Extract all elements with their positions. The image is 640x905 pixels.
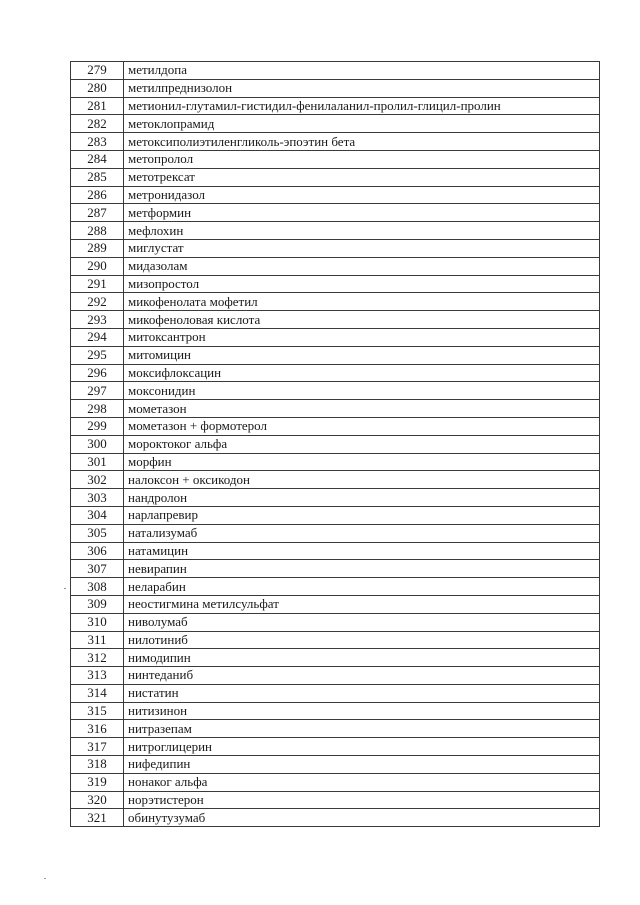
drug-name: моксонидин: [124, 382, 600, 400]
drug-list-body: [71, 62, 600, 827]
drug-name: мефлохин: [124, 222, 600, 240]
table-row: [71, 773, 600, 791]
table-row: [71, 720, 600, 738]
drug-name: мометазон + формотерол: [124, 417, 600, 435]
row-number: 307: [71, 560, 124, 578]
table-row: [71, 382, 600, 400]
drug-name: микофеноловая кислота: [124, 311, 600, 329]
drug-name: неостигмина метилсульфат: [124, 595, 600, 613]
drug-name: обинутузумаб: [124, 809, 600, 827]
row-number: 280: [71, 79, 124, 97]
table-row: [71, 649, 600, 667]
row-number: 312: [71, 649, 124, 667]
row-number: 305: [71, 524, 124, 542]
table-row: [71, 684, 600, 702]
row-number: 303: [71, 489, 124, 507]
table-row: [71, 311, 600, 329]
table-row: [71, 489, 600, 507]
drug-name: морфин: [124, 453, 600, 471]
row-number: 290: [71, 257, 124, 275]
row-number: 295: [71, 346, 124, 364]
row-number: 315: [71, 702, 124, 720]
drug-name: метотрексат: [124, 168, 600, 186]
drug-name: нифедипин: [124, 756, 600, 774]
row-number: 292: [71, 293, 124, 311]
drug-name: мизопростол: [124, 275, 600, 293]
row-number: 298: [71, 400, 124, 418]
table-row: [71, 115, 600, 133]
table-row: [71, 257, 600, 275]
drug-name: метоклопрамид: [124, 115, 600, 133]
row-number: 321: [71, 809, 124, 827]
drug-name: неларабин: [124, 578, 600, 596]
table-row: [71, 400, 600, 418]
row-number: 306: [71, 542, 124, 560]
table-row: [71, 578, 600, 596]
row-number: 302: [71, 471, 124, 489]
row-number: 282: [71, 115, 124, 133]
table-row: [71, 417, 600, 435]
row-number: 297: [71, 382, 124, 400]
row-number: 300: [71, 435, 124, 453]
table-row: [71, 133, 600, 151]
drug-name: метопролол: [124, 150, 600, 168]
row-number: 294: [71, 328, 124, 346]
drug-list-table: [70, 61, 600, 827]
table-row: [71, 595, 600, 613]
row-number: 291: [71, 275, 124, 293]
table-row: [71, 435, 600, 453]
drug-name: налоксон + оксикодон: [124, 471, 600, 489]
row-number: 301: [71, 453, 124, 471]
row-number: 310: [71, 613, 124, 631]
table-row: [71, 524, 600, 542]
table-row: [71, 756, 600, 774]
drug-name: нарлапревир: [124, 506, 600, 524]
table-row: [71, 453, 600, 471]
table-row: [71, 560, 600, 578]
drug-name: норэтистерон: [124, 791, 600, 809]
row-number: 317: [71, 738, 124, 756]
table-row: [71, 791, 600, 809]
drug-name: моксифлоксацин: [124, 364, 600, 382]
table-row: [71, 293, 600, 311]
table-row: [71, 542, 600, 560]
drug-name: микофенолата мофетил: [124, 293, 600, 311]
row-number: 311: [71, 631, 124, 649]
drug-name: нитроглицерин: [124, 738, 600, 756]
drug-name: метионил-глутамил-гистидил-фенилаланил-пролил-глицил-пролин: [124, 97, 600, 115]
drug-name: митоксантрон: [124, 328, 600, 346]
row-number: 288: [71, 222, 124, 240]
table-row: [71, 275, 600, 293]
row-number: 284: [71, 150, 124, 168]
drug-name: нимодипин: [124, 649, 600, 667]
table-row: [71, 328, 600, 346]
table-row: [71, 150, 600, 168]
drug-name: метронидазол: [124, 186, 600, 204]
drug-name: нандролон: [124, 489, 600, 507]
table-row: [71, 631, 600, 649]
drug-name: натализумаб: [124, 524, 600, 542]
drug-name: нонаког альфа: [124, 773, 600, 791]
table-row: [71, 97, 600, 115]
table-row: [71, 168, 600, 186]
drug-name: метформин: [124, 204, 600, 222]
row-number: 289: [71, 239, 124, 257]
drug-name: нитразепам: [124, 720, 600, 738]
row-number: 316: [71, 720, 124, 738]
row-number: 279: [71, 62, 124, 80]
drug-name: нинтеданиб: [124, 667, 600, 685]
drug-name: натамицин: [124, 542, 600, 560]
drug-name: метилпреднизолон: [124, 79, 600, 97]
table-row: [71, 471, 600, 489]
table-row: [71, 239, 600, 257]
table-row: [71, 204, 600, 222]
row-number: 299: [71, 417, 124, 435]
row-number: 283: [71, 133, 124, 151]
drug-name: невирапин: [124, 560, 600, 578]
drug-name: ниволумаб: [124, 613, 600, 631]
row-number: 309: [71, 595, 124, 613]
table-row: [71, 186, 600, 204]
row-number: 281: [71, 97, 124, 115]
table-row: [71, 506, 600, 524]
drug-name: мометазон: [124, 400, 600, 418]
row-number: 285: [71, 168, 124, 186]
drug-name: нилотиниб: [124, 631, 600, 649]
table-row: [71, 364, 600, 382]
row-number: 296: [71, 364, 124, 382]
row-number: 314: [71, 684, 124, 702]
row-number: 319: [71, 773, 124, 791]
row-number: 287: [71, 204, 124, 222]
drug-name: метоксиполиэтиленгликоль-эпоэтин бета: [124, 133, 600, 151]
row-number: 286: [71, 186, 124, 204]
row-number: 293: [71, 311, 124, 329]
table-row: [71, 702, 600, 720]
table-row: [71, 809, 600, 827]
row-number: 304: [71, 506, 124, 524]
row-number: 318: [71, 756, 124, 774]
table-row: [71, 346, 600, 364]
drug-name: метилдопа: [124, 62, 600, 80]
drug-name: миглустат: [124, 239, 600, 257]
row-number: 313: [71, 667, 124, 685]
table-row: [71, 62, 600, 80]
drug-name: нитизинон: [124, 702, 600, 720]
drug-name: нистатин: [124, 684, 600, 702]
scan-speck: [44, 878, 46, 879]
drug-name: мидазолам: [124, 257, 600, 275]
table-row: [71, 222, 600, 240]
table-row: [71, 667, 600, 685]
table-row: [71, 613, 600, 631]
drug-name: митомицин: [124, 346, 600, 364]
scan-speck: [64, 588, 66, 589]
drug-name: мороктоког альфа: [124, 435, 600, 453]
row-number: 320: [71, 791, 124, 809]
row-number: 308: [71, 578, 124, 596]
table-row: [71, 79, 600, 97]
table-row: [71, 738, 600, 756]
